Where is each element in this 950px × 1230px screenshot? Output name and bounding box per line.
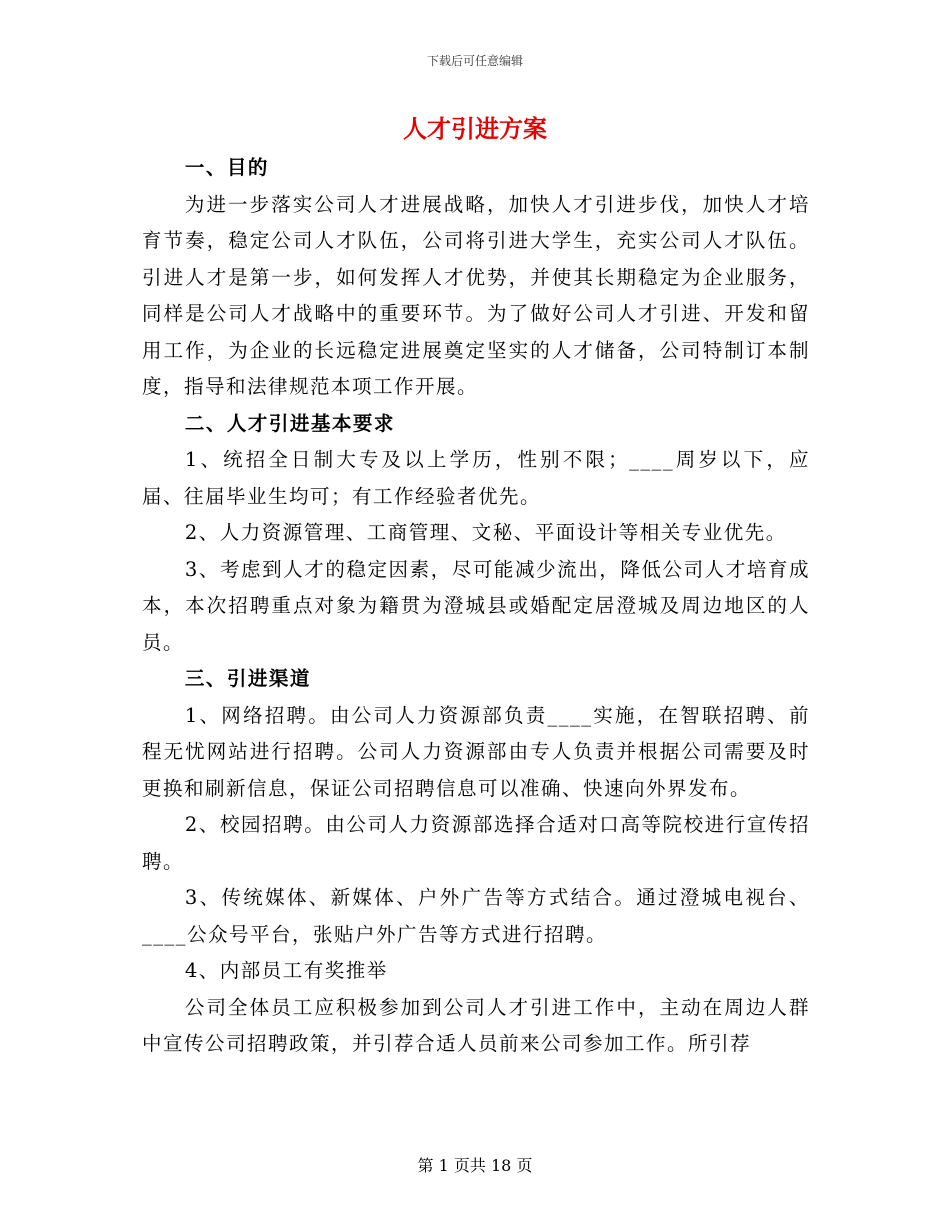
paragraph-channel-1: 1、网络招聘。由公司人力资源部负责____实施，在智联招聘、前程无忧网站进行招聘。公司人力资源部由专人负责并根据公司需要及时更换和刷新信息，保证公司招聘信息可以准确、快速向外界发布。 [142,703,810,800]
section-heading-purpose: 一、目的 [184,156,269,179]
document-body [142,150,810,1063]
page-number: 第 1 页共 18 页 [417,1156,533,1175]
document-title: 人才引进方案 [403,114,547,143]
paragraph-referral-detail: 公司全体员工应积极参加到公司人才引进工作中，主动在周边人群中宣传公司招聘政策，并引荐合适人员前来公司参加工作。所引荐 [142,995,810,1055]
paragraph-channel-2: 2、校园招聘。由公司人力资源部选择合适对口高等院校进行宣传招聘。 [142,813,810,873]
section-heading-channels: 三、引进渠道 [184,667,311,690]
paragraph-requirement-1: 1、统招全日制大专及以上学历，性别不限；____周岁以下，应届、往届毕业生均可；有工作经验者优先。 [142,448,810,508]
paragraph-purpose: 为进一步落实公司人才进展战略，加快人才引进步伐，加快人才培育节奏，稳定公司人才队伍，公司将引进大学生，充实公司人才队伍。引进人才是第一步，如何发挥人才优势，并使其长期稳定为企业服务，同样是公司人才战略中的重要环节。为了做好公司人才引进、开发和留用工作，为企业的长远稳定进展奠定坚实的人才储备，公司特制订本制度，指导和法律规范本项工作开展。 [142,192,810,398]
paragraph-channel-3: 3、传统媒体、新媒体、户外广告等方式结合。通过澄城电视台、____公众号平台，张贴户外广告等方式进行招聘。 [142,886,810,946]
section-heading-requirements: 二、人才引进基本要求 [184,411,395,435]
paragraph-requirement-3: 3、考虑到人才的稳定因素，尽可能减少流出，降低公司人才培育成本，本次招聘重点对象为籍贯为澄城县或婚配定居澄城及周边地区的人员。 [142,557,810,654]
paragraph-channel-4: 4、内部员工有奖推举 [184,959,388,982]
paragraph-requirement-2: 2、人力资源管理、工商管理、文秘、平面设计等相关专业优先。 [184,521,787,544]
page-header-note: 下载后可任意编辑 [426,54,523,68]
